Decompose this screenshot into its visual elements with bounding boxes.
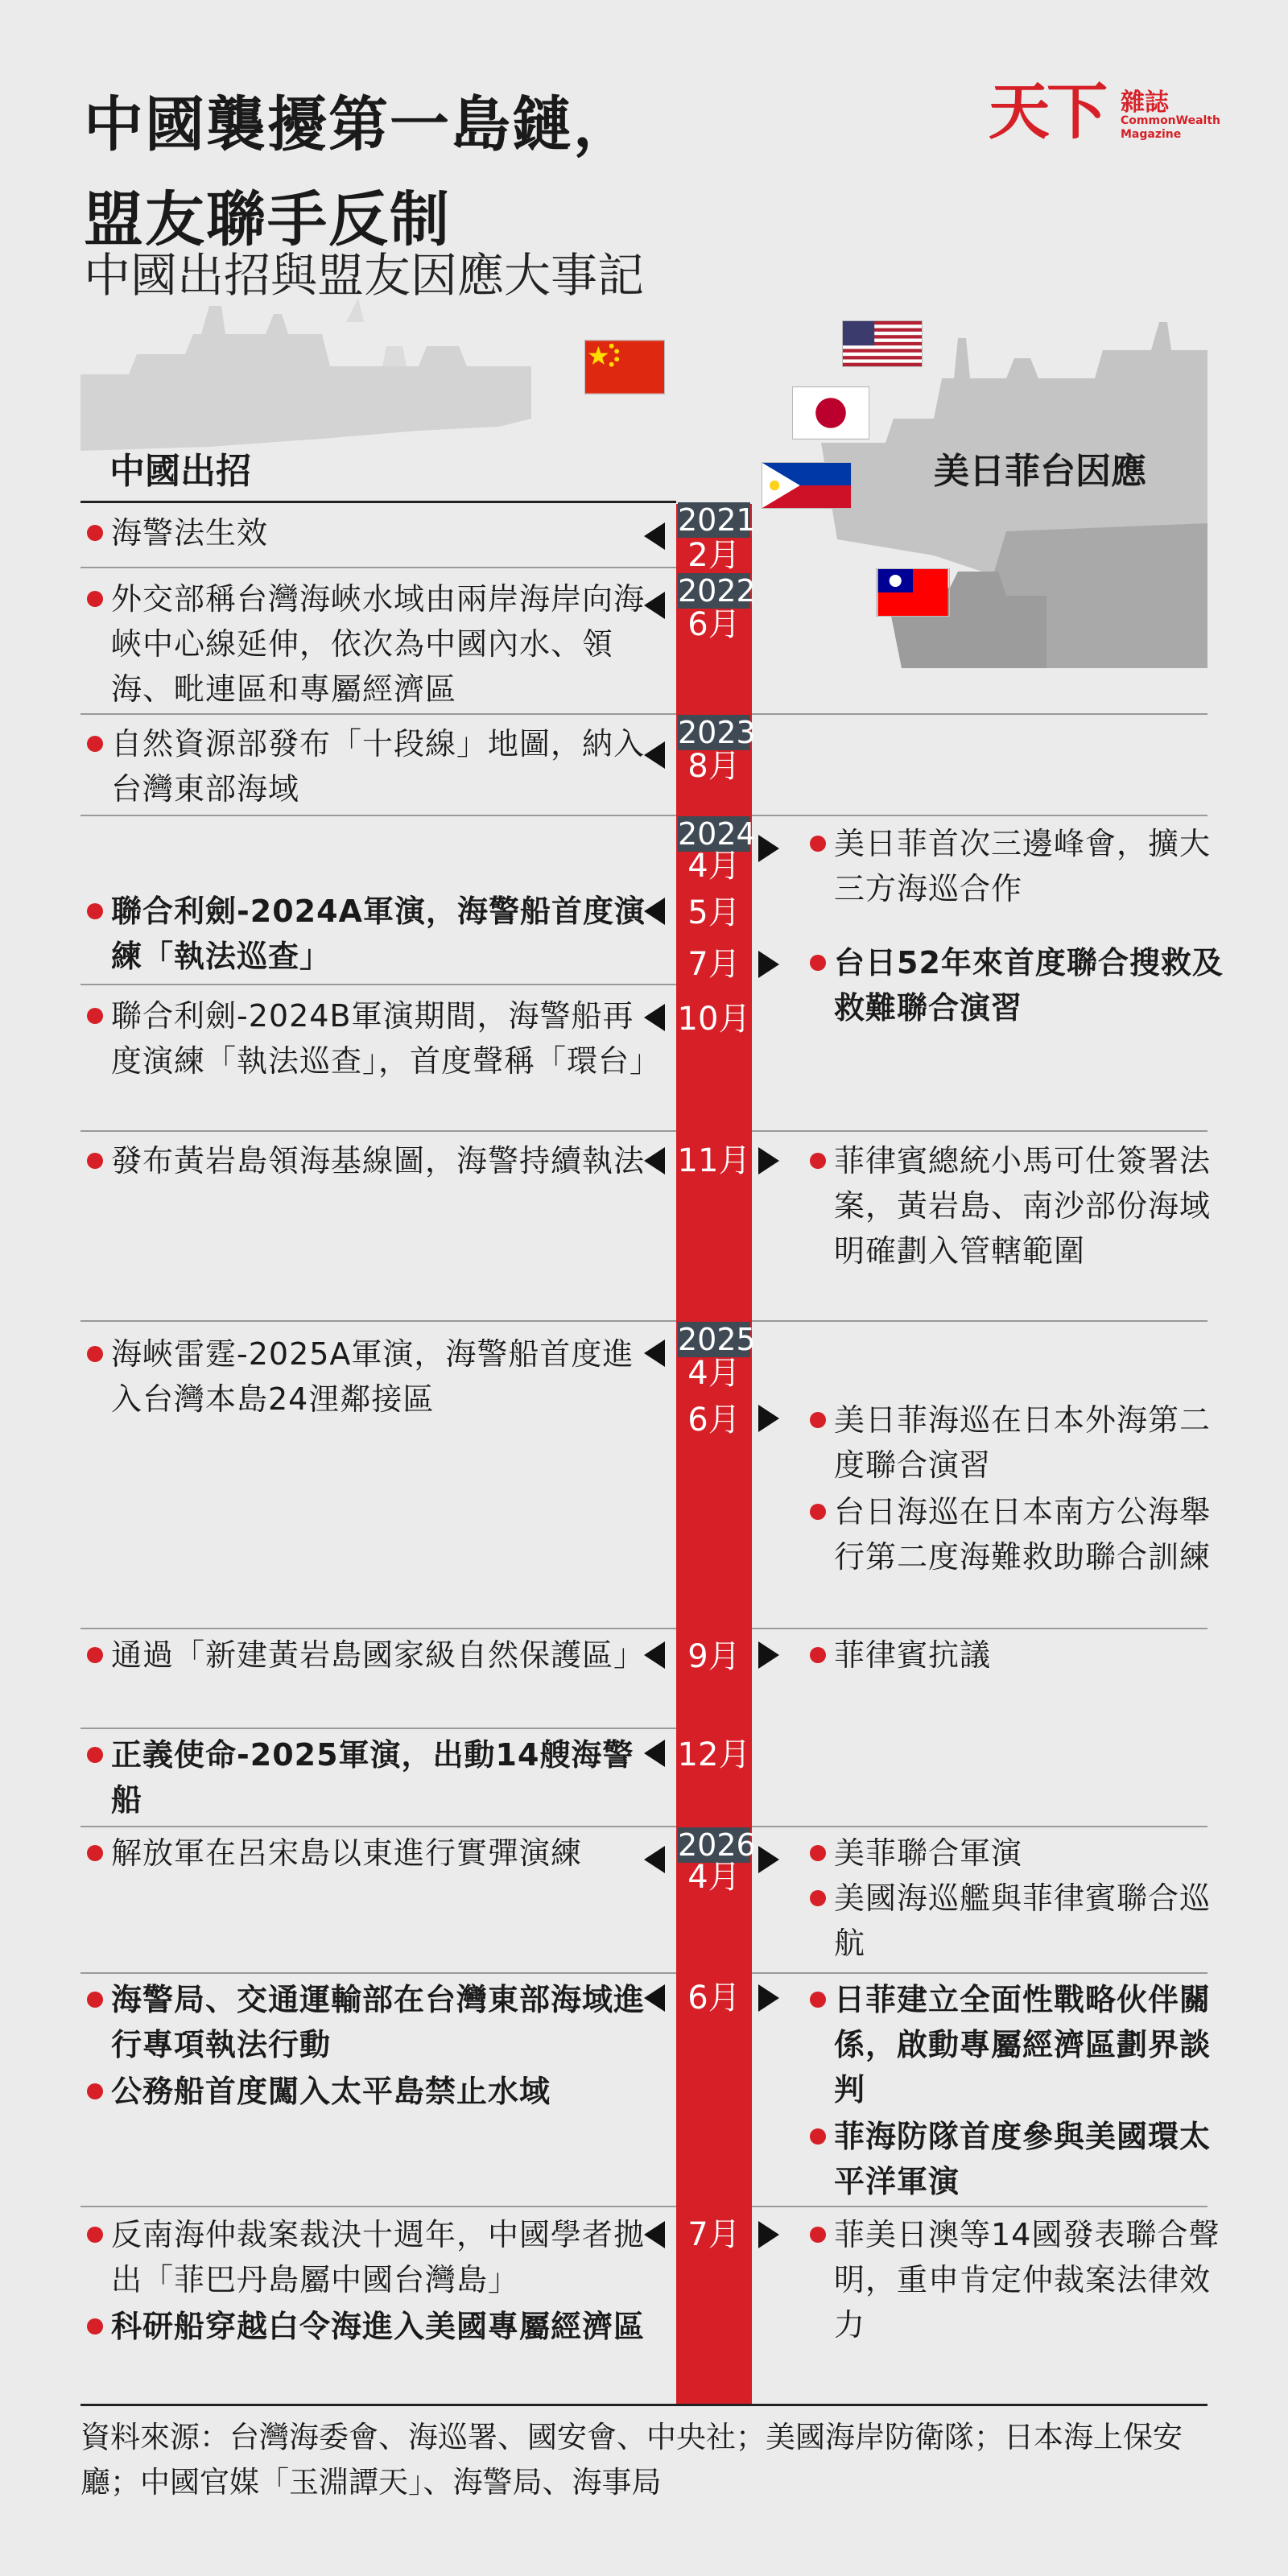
china-event-item: 海警法生效 [84, 510, 658, 555]
month-label: 9月 [687, 1638, 741, 1675]
divider [80, 2206, 676, 2207]
right-arrow-icon [758, 1641, 779, 1669]
right-arrow-icon [758, 951, 779, 978]
right-arrow-icon [758, 1147, 779, 1174]
right-arrow-icon [758, 1846, 779, 1873]
allies-event-item: 菲海防隊首度參與美國環太平洋軍演 [807, 2114, 1236, 2204]
china-event-item: 通過「新建黃岩島國家級自然保護區」 [84, 1633, 658, 1678]
timeline-bar [676, 502, 756, 2404]
divider [80, 1972, 676, 1974]
month-label: 4月 [687, 1859, 741, 1896]
year-tag-2024: 2024 [678, 816, 756, 852]
year-tag-2022: 2022 [678, 573, 756, 609]
china-flag [584, 340, 665, 394]
month-label: 4月 [687, 1355, 741, 1392]
month-label: 2月 [687, 537, 741, 574]
month-label: 5月 [687, 894, 741, 931]
left-ship-silhouette [80, 306, 531, 451]
allies-column-heading: 美日菲台因應 [934, 451, 1146, 492]
source-note: 資料來源：台灣海委會、海巡署、國安會、中央社；美國海岸防衛隊；日本海上保安廳；中國官媒「玉淵譚天」、海警局、海事局 [80, 2420, 1183, 2500]
china-event-item: 公務船首度闖入太平島禁止水域 [84, 2069, 658, 2114]
divider [80, 1826, 676, 1827]
logo-en-line-2: Magazine [1121, 128, 1182, 141]
allies-event-item: 美日菲海巡在日本外海第二度聯合演習 [807, 1397, 1236, 1488]
china-event-item: 正義使命-2025軍演，出動14艘海警船 [84, 1732, 658, 1823]
year-tag-2021: 2021 [678, 502, 756, 538]
page-title [84, 77, 634, 267]
divider [80, 1320, 676, 1322]
china-event-item: 外交部稱台灣海峽水域由兩岸海岸向海峽中心線延伸，依次為中國內水、領海、毗連區和專屬經濟區 [84, 576, 658, 712]
divider [80, 567, 676, 568]
divider [80, 984, 676, 985]
logo-en-line-1: CommonWealth [1121, 114, 1220, 127]
divider [752, 713, 1208, 715]
divider [752, 2206, 1208, 2207]
allies-event-item: 美日菲首次三邊峰會，擴大三方海巡合作 [807, 821, 1236, 911]
china-column-heading: 中國出招 [109, 451, 251, 492]
logo-zh-text: 雜誌 [1121, 89, 1169, 117]
right-arrow-icon [758, 2221, 779, 2248]
divider [80, 713, 676, 715]
china-event-item: 發布黃岩島領海基線圖，海警持續執法 [84, 1138, 658, 1183]
month-label: 6月 [687, 1402, 741, 1439]
header-rule [80, 501, 676, 503]
divider [752, 815, 1208, 816]
commonwealth-logo [989, 76, 1220, 158]
china-event-item: 海峽雷霆-2025A軍演，海警船首度進入台灣本島24浬鄰接區 [84, 1331, 658, 1422]
divider [80, 1130, 676, 1132]
allies-event-item: 美國海巡艦與菲律賓聯合巡航 [807, 1876, 1236, 1966]
logo-en-text [1121, 114, 1220, 142]
year-tag-2026: 2026 [678, 1827, 756, 1863]
month-label: 10月 [677, 1001, 751, 1038]
divider [752, 1628, 1208, 1629]
right-arrow-icon [758, 835, 779, 862]
divider [80, 815, 676, 816]
china-event-item: 聯合利劍-2024B軍演期間，海警船再度演練「執法巡查」，首度聲稱「環台」 [84, 993, 658, 1084]
allies-event-item: 菲律賓抗議 [807, 1633, 1236, 1678]
china-event-item: 解放軍在呂宋島以東進行實彈演練 [84, 1831, 658, 1876]
title-line-1: 中國襲擾第一島鏈， [84, 90, 634, 159]
china-event-item: 科研船穿越白令海進入美國專屬經濟區 [84, 2304, 658, 2349]
allies-event-item: 台日海巡在日本南方公海舉行第二度海難救助聯合訓練 [807, 1489, 1236, 1579]
month-label: 6月 [687, 606, 741, 643]
divider [752, 1972, 1208, 1974]
month-label: 6月 [687, 1979, 741, 2017]
month-label: 8月 [687, 748, 741, 785]
china-event-item: 海警局、交通運輸部在台灣東部海域進行專項執法行動 [84, 1977, 658, 2067]
allies-event-item: 美菲聯合軍演 [807, 1831, 1236, 1876]
month-label: 7月 [687, 946, 741, 983]
taiwan-flag [876, 568, 950, 617]
divider [752, 1826, 1208, 1827]
china-event-item: 自然資源部發布「十段線」地圖，納入台灣東部海域 [84, 721, 658, 811]
allies-event-item: 台日52年來首度聯合搜救及救難聯合演習 [807, 940, 1236, 1030]
usa-flag [842, 320, 923, 367]
page-subtitle: 中國出招與盟友因應大事記 [84, 248, 645, 303]
right-arrow-icon [758, 1405, 779, 1432]
right-arrow-icon [758, 1984, 779, 2012]
allies-event-item: 菲律賓總統小馬可仕簽署法案，黃岩島、南沙部份海域明確劃入管轄範圍 [807, 1138, 1236, 1274]
allies-event-item: 日菲建立全面性戰略伙伴關係，啟動專屬經濟區劃界談判 [807, 1977, 1236, 2112]
month-label: 12月 [677, 1736, 751, 1773]
divider [80, 1728, 676, 1729]
month-label: 4月 [687, 848, 741, 885]
month-label: 11月 [677, 1142, 751, 1179]
year-tag-2023: 2023 [678, 715, 756, 750]
divider [80, 1628, 676, 1629]
logo-mark: 天下 [989, 76, 1104, 147]
title-line-2: 盟友聯手反制 [84, 185, 451, 254]
year-tag-2025: 2025 [678, 1322, 756, 1357]
china-event-item: 反南海仲裁案裁決十週年，中國學者拋出「菲巴丹島屬中國台灣島」 [84, 2212, 658, 2302]
footer-rule [80, 2404, 1208, 2406]
divider [752, 1130, 1208, 1132]
philippines-flag [762, 462, 852, 509]
month-label: 7月 [687, 2216, 741, 2253]
divider [752, 1320, 1208, 1322]
china-event-item: 聯合利劍-2024A軍演，海警船首度演練「執法巡查」 [84, 889, 658, 979]
japan-flag [792, 386, 869, 440]
allies-event-item: 菲美日澳等14國發表聯合聲明，重申肯定仲裁案法律效力 [807, 2212, 1236, 2347]
